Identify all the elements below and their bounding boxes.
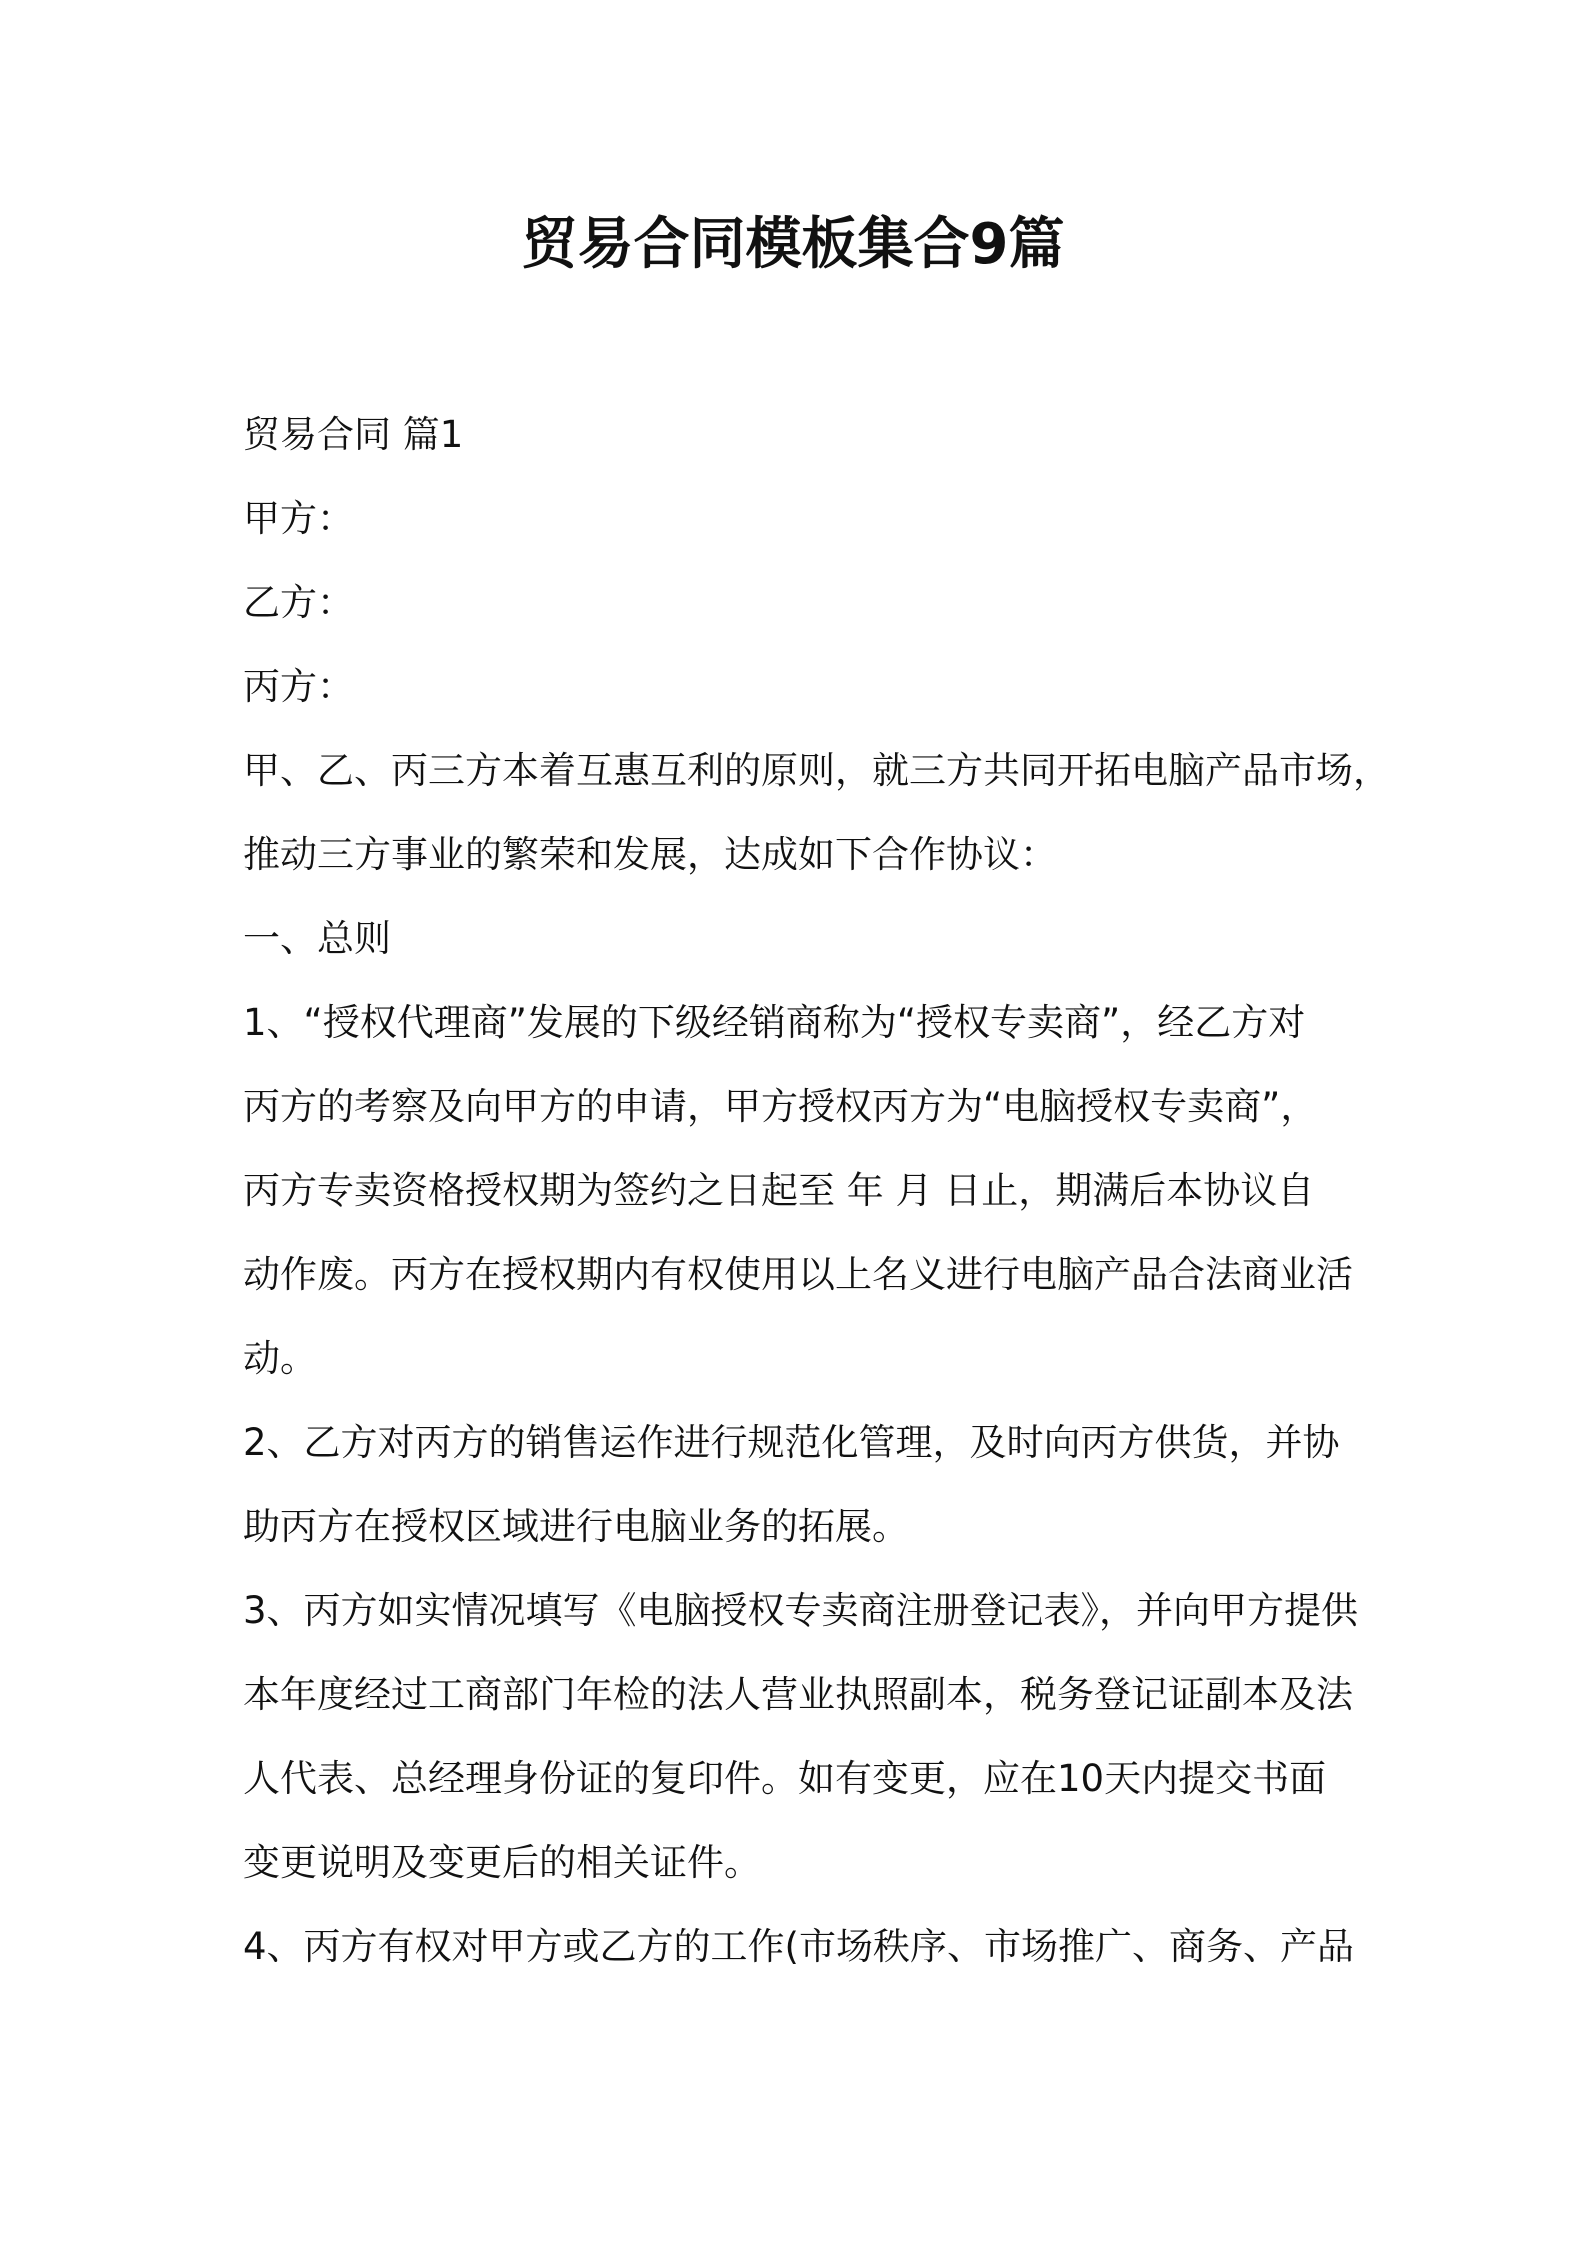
paragraph-line: 推动三方事业的繁荣和发展，达成如下合作协议： <box>243 833 1057 876</box>
paragraph-line: 4、丙方有权对甲方或乙方的工作(市场秩序、市场推广、商务、产品 <box>243 1925 1354 1968</box>
paragraph-line: 3、丙方如实情况填写《电脑授权专卖商注册登记表》，并向甲方提供 <box>243 1589 1359 1632</box>
paragraph-line: 动作废。丙方在授权期内有权使用以上名义进行电脑产品合法商业活 <box>243 1253 1353 1296</box>
section-heading: 贸易合同 篇1 <box>243 413 464 456</box>
party-a-line: 甲方： <box>243 497 354 540</box>
paragraph-line: 1、“授权代理商”发展的下级经销商称为“授权专卖商”，经乙方对 <box>243 1001 1306 1044</box>
paragraph-line: 甲、乙、丙三方本着互惠互利的原则，就三方共同开拓电脑产品市场， <box>243 749 1390 792</box>
party-b-line: 乙方： <box>243 581 354 624</box>
paragraph-line: 动。 <box>243 1337 317 1380</box>
clause-heading: 一、总则 <box>243 917 391 960</box>
document-title: 贸易合同模板集合9篇 <box>521 212 1065 277</box>
party-c-line: 丙方： <box>243 665 354 708</box>
paragraph-line: 丙方的考察及向甲方的申请，甲方授权丙方为“电脑授权专卖商”， <box>243 1085 1318 1128</box>
paragraph-line: 助丙方在授权区域进行电脑业务的拓展。 <box>243 1505 909 1548</box>
paragraph-line: 2、乙方对丙方的销售运作进行规范化管理，及时向丙方供货，并协 <box>243 1421 1340 1464</box>
paragraph-line: 人代表、总经理身份证的复印件。如有变更，应在10天内提交书面 <box>243 1757 1327 1800</box>
paragraph-line: 本年度经过工商部门年检的法人营业执照副本，税务登记证副本及法 <box>243 1673 1353 1716</box>
paragraph-line: 丙方专卖资格授权期为签约之日起至 年 月 日止，期满后本协议自 <box>243 1169 1315 1212</box>
paragraph-line: 变更说明及变更后的相关证件。 <box>243 1841 761 1884</box>
